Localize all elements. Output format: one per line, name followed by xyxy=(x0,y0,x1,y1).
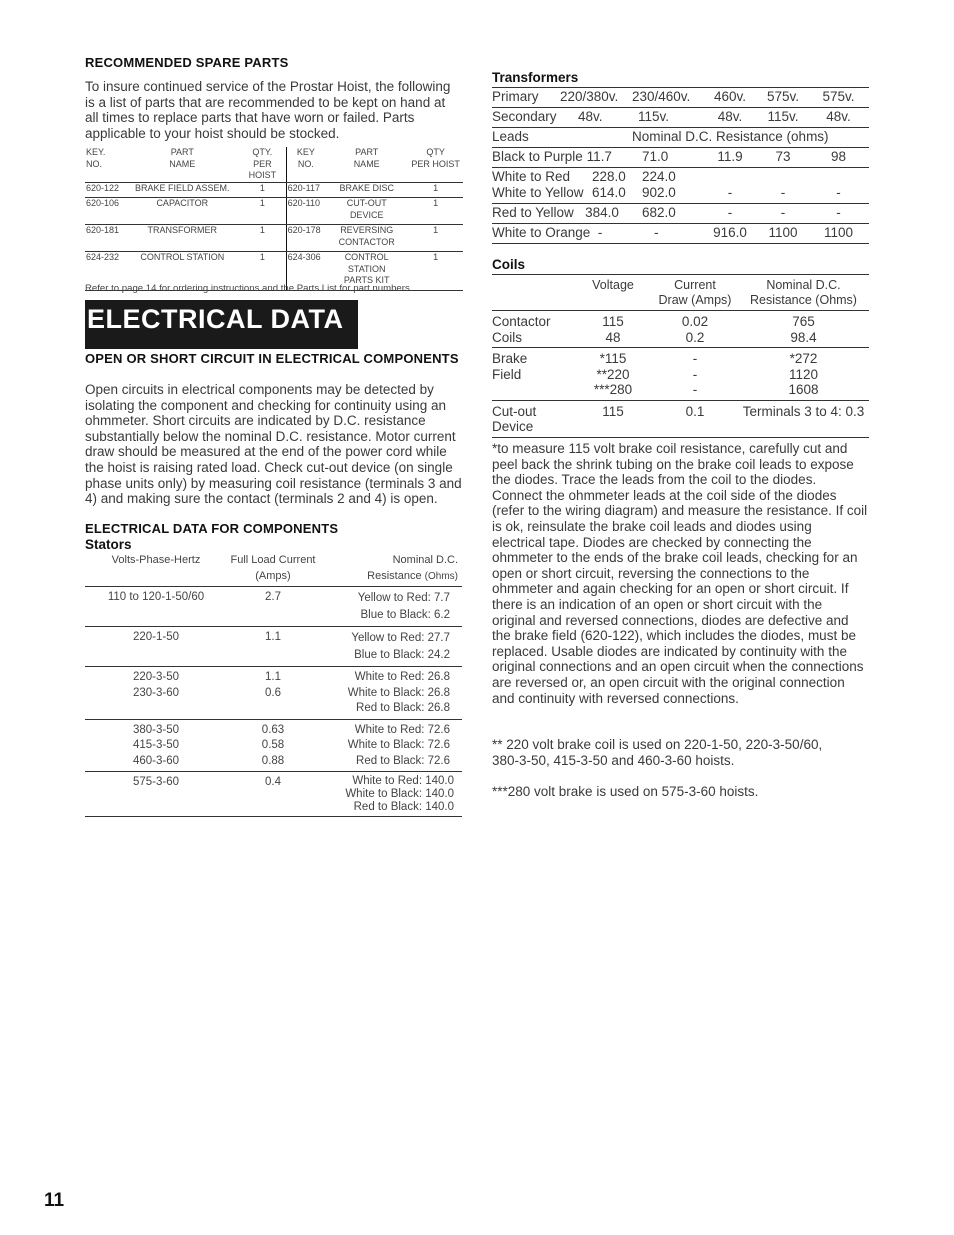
part-name: BRAKE DISC xyxy=(325,182,408,198)
coils-title: Coils xyxy=(492,257,526,272)
cell: 11.7 xyxy=(586,149,612,164)
part-name: CONTROL STATION xyxy=(126,252,240,291)
col-qty2: QTY PER HOIST xyxy=(408,147,463,182)
qty: 1 xyxy=(239,182,286,198)
part-name: CONTROL STATION PARTS KIT xyxy=(325,252,408,291)
vph: 220-3-50 230-3-60 xyxy=(85,667,227,720)
cell: - xyxy=(597,225,603,240)
coil-name: Contactor Coils xyxy=(492,311,574,348)
cell: 460v. xyxy=(702,88,758,108)
resistance: White to Red: 26.8 White to Black: 26.8 Red to Black: 26.8 xyxy=(319,667,462,720)
qty: 1 xyxy=(408,182,463,198)
vph: 380-3-50 415-3-50 460-3-60 xyxy=(85,719,227,772)
cell: 48v. xyxy=(560,108,632,128)
voltage: *115 **220 ***280 xyxy=(574,348,652,401)
vph: 110 to 120-1-50/60 xyxy=(85,587,227,627)
table-row xyxy=(492,148,869,168)
table-row xyxy=(492,128,869,148)
flc: 0.63 0.58 0.88 xyxy=(227,719,319,772)
resistance: Yellow to Red: 7.7 Blue to Black: 6.2 xyxy=(319,587,462,627)
transformers-title: Transformers xyxy=(492,70,579,85)
table-row xyxy=(492,224,869,244)
qty: 1 xyxy=(239,225,286,252)
section-title: ELECTRICAL DATA xyxy=(87,304,344,334)
cell: 682.0 xyxy=(632,204,702,224)
col-part2: PART NAME xyxy=(325,147,408,182)
stators-table xyxy=(85,553,462,817)
table-row xyxy=(492,168,869,204)
part-name: BRAKE FIELD ASSEM. xyxy=(126,182,240,198)
col-full-load-current: Full Load Current (Amps) xyxy=(227,553,319,587)
col-name xyxy=(492,275,574,311)
cell: 71.0 xyxy=(632,148,702,168)
key-no: 620-122 xyxy=(85,182,126,198)
row-label xyxy=(492,204,632,224)
open-short-body: Open circuits in electrical components may be detected by isolating the component and checking for continuity using an ohmmeter. Short circuits are indicated by D.C. resistance substantially below the nominal D.C. resistance. Motor current draw should be measured at the end of the power cord while the hoist is raising rated load. Check cut-out device (on single phase units only) by measuring coil resistance (terminals 3 and 4) and making sure the contact (terminals 2 and 4) is open. xyxy=(85,382,462,507)
resistance: *272 1120 1608 xyxy=(738,348,869,401)
qty: 1 xyxy=(239,198,286,225)
qty: 1 xyxy=(408,225,463,252)
vph: 575-3-60 xyxy=(85,772,227,817)
table-header-row xyxy=(492,275,869,311)
cell: 224.0 902.0 xyxy=(632,168,702,204)
part-name: CAPACITOR xyxy=(126,198,240,225)
vph: 220-1-50 xyxy=(85,627,227,667)
row-label: Leads xyxy=(492,128,560,148)
resistance-unit: (Ohms) xyxy=(424,570,458,582)
spare-parts-heading: RECOMMENDED SPARE PARTS xyxy=(85,55,289,70)
cell: 575v. xyxy=(808,88,869,108)
cell: 1100 xyxy=(808,224,869,244)
current: 0.1 xyxy=(652,400,738,437)
transformers-table xyxy=(492,87,869,244)
resistance: White to Red: 140.0 White to Black: 140.0 Red to Black: 140.0 xyxy=(319,772,462,817)
cell: 220/380v. xyxy=(560,88,632,108)
table-header-row xyxy=(85,147,463,182)
cell: 575v. xyxy=(758,88,808,108)
spare-parts-table xyxy=(85,147,463,291)
components-heading: ELECTRICAL DATA FOR COMPONENTS xyxy=(85,521,339,536)
cell: 230/460v. xyxy=(632,88,702,108)
part-name: REVERSING CONTACTOR xyxy=(325,225,408,252)
table-row xyxy=(85,182,463,198)
cell: - xyxy=(808,204,869,224)
cell: 115v. xyxy=(632,108,702,128)
row-label xyxy=(492,148,632,168)
current: 0.02 0.2 xyxy=(652,311,738,348)
col-key2: KEY NO. xyxy=(286,147,325,182)
col-key: KEY. NO. xyxy=(85,147,126,182)
table-row xyxy=(492,88,869,108)
row-label-text: Black to Purple xyxy=(492,149,583,164)
page-number: 11 xyxy=(44,1190,65,1211)
col-resistance: Nominal D.C. Resistance (Ohms) xyxy=(738,275,869,311)
cell: 916.0 xyxy=(702,224,758,244)
table-row xyxy=(492,108,869,128)
spare-parts-intro: To insure continued service of the Prostar Hoist, the following is a list of parts that are recommended to be kept on hand at all times to replace parts that have worn or failed. Parts applicable to your hoist should be stocked. xyxy=(85,79,451,141)
coil-name: Brake Field xyxy=(492,348,574,401)
key-no: 620-117 xyxy=(286,182,325,198)
cell: 11.9 xyxy=(702,148,758,168)
table-row xyxy=(85,719,462,772)
cell: - xyxy=(758,168,808,204)
row-label-text: White to Red White to Yellow xyxy=(492,169,584,200)
col-current: Current Draw (Amps) xyxy=(652,275,738,311)
flc: 0.4 xyxy=(227,772,319,817)
qty: 1 xyxy=(408,252,463,291)
table-header-row xyxy=(85,553,462,587)
cell: 48v. xyxy=(702,108,758,128)
cell: - xyxy=(758,204,808,224)
resistance: Terminals 3 to 4: 0.3 xyxy=(738,400,869,437)
coils-table xyxy=(492,274,869,438)
qty: 1 xyxy=(239,252,286,291)
refer-note: Refer to page 14 for ordering instructions and the Parts List for part numbers. xyxy=(85,283,413,294)
flc: 2.7 xyxy=(227,587,319,627)
col-resistance xyxy=(319,553,462,587)
table-row xyxy=(492,348,869,401)
key-no: 624-232 xyxy=(85,252,126,291)
voltage: 115 xyxy=(574,400,652,437)
col-part: PART NAME xyxy=(126,147,240,182)
col-voltage: Voltage xyxy=(574,275,652,311)
table-row xyxy=(85,198,463,225)
cell: - xyxy=(808,168,869,204)
cell: - xyxy=(702,168,758,204)
table-row xyxy=(85,587,462,627)
voltage: 115 48 xyxy=(574,311,652,348)
row-label xyxy=(492,168,632,204)
row-label-group xyxy=(492,169,632,201)
resistance: White to Red: 72.6 White to Black: 72.6 Red to Black: 72.6 xyxy=(319,719,462,772)
table-row xyxy=(492,204,869,224)
table-row xyxy=(85,667,462,720)
brake-220-note: ** 220 volt brake coil is used on 220-1-50, 220-3-50/60, 380-3-50, 415-3-50 and 460-3-60 hoists. xyxy=(492,737,823,768)
row-label-text: White to Orange xyxy=(492,225,591,240)
col-qty: QTY. PER HOIST xyxy=(239,147,286,182)
current: - - - xyxy=(652,348,738,401)
key-no: 620-110 xyxy=(286,198,325,225)
row-label: Primary xyxy=(492,88,560,108)
brake-280-note: ***280 volt brake is used on 575-3-60 hoists. xyxy=(492,784,759,799)
resistance: 765 98.4 xyxy=(738,311,869,348)
col-volts-phase-hertz: Volts-Phase-Hertz xyxy=(85,553,227,587)
resistance: Yellow to Red: 27.7 Blue to Black: 24.2 xyxy=(319,627,462,667)
key-no: 620-178 xyxy=(286,225,325,252)
coil-measure-note: *to measure 115 volt brake coil resistance, carefully cut and peel back the shrink tubing on the brake coil leads to expose the diodes. Trace the leads from the coil to the diodes. Connect the ohmmeter leads at the coil side of the diodes (refer to the wiring diagram) and measure the resistance. If coil is ok, reinsulate the brake coil leads and diodes using electrical tape. Diodes are checked by connecting the ohmmeter to the ends of the brake coil leads, checking for an open or short circuit, reversing the connections to the ohmmeter and again checking for an open or short circuit. If there is an indication of an open or short circuit with the original and reversed connections, diodes are defective and the brake field (620-122), which includes the diodes, must be replaced. Usable diodes are indicated by continuity with the original connections and an open circuit when the connections are reversed or, an open circuit with the original connection and continuity with reversed connections. xyxy=(492,441,868,706)
row-label xyxy=(492,224,632,244)
row-label: Secondary xyxy=(492,108,560,128)
cell: 73 xyxy=(758,148,808,168)
cell: 98 xyxy=(808,148,869,168)
part-name: CUT-OUT DEVICE xyxy=(325,198,408,225)
cell: 1100 xyxy=(758,224,808,244)
cell: - xyxy=(632,224,702,244)
key-no: 620-106 xyxy=(85,198,126,225)
table-row xyxy=(85,225,463,252)
coil-name: Cut-out Device xyxy=(492,400,574,437)
open-short-heading: OPEN OR SHORT CIRCUIT IN ELECTRICAL COMPONENTS xyxy=(85,351,459,366)
row-label-text: Red to Yellow xyxy=(492,205,574,220)
flc: 1.1 0.6 xyxy=(227,667,319,720)
qty: 1 xyxy=(408,198,463,225)
cell: Nominal D.C. Resistance (ohms) xyxy=(560,128,869,148)
cell: 48v. xyxy=(808,108,869,128)
cell: 115v. xyxy=(758,108,808,128)
table-row xyxy=(492,311,869,348)
part-name: TRANSFORMER xyxy=(126,225,240,252)
cell: 384.0 xyxy=(585,205,619,220)
key-no: 620-181 xyxy=(85,225,126,252)
cell: - xyxy=(702,204,758,224)
stators-title: Stators xyxy=(85,537,132,552)
table-row xyxy=(492,400,869,437)
cell: 228.0 614.0 xyxy=(592,169,626,200)
resistance-label: Nominal D.C. Resistance xyxy=(367,554,458,582)
table-row xyxy=(85,627,462,667)
key-no: 624-306 xyxy=(286,252,325,291)
table-row xyxy=(85,772,462,817)
flc: 1.1 xyxy=(227,627,319,667)
